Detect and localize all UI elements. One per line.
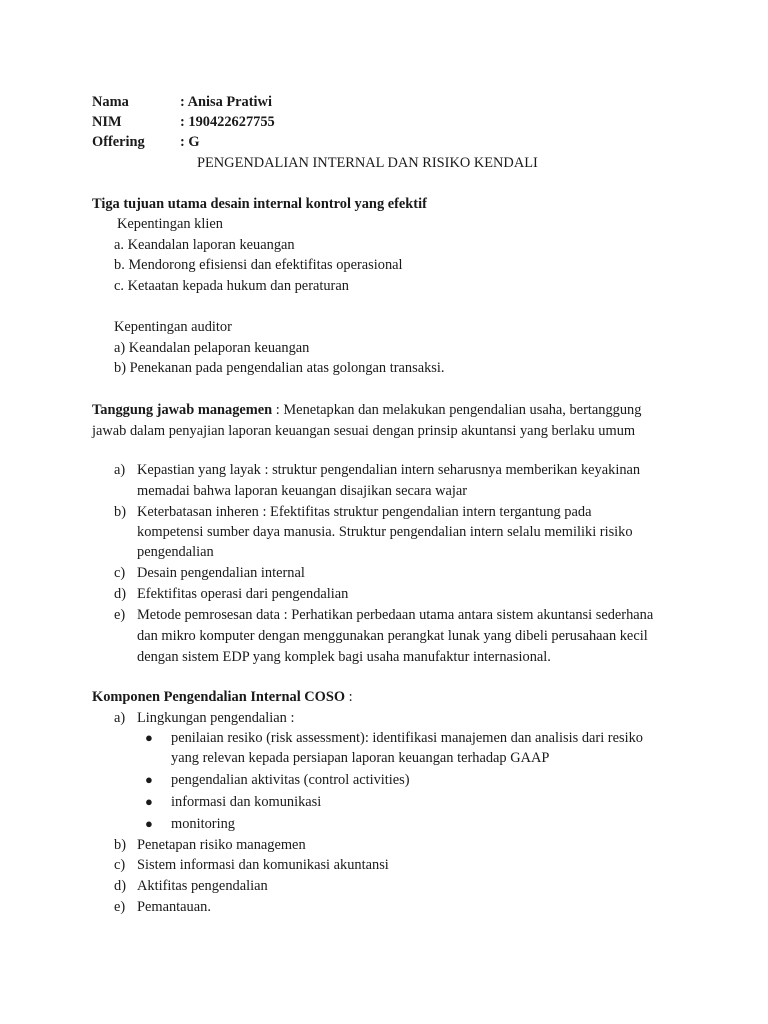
list-marker: e) [114, 607, 126, 623]
section2-text-line1: : Menetapkan dan melakukan pengendalian usaha, bertanggung [272, 402, 642, 418]
bullet-icon: ● [145, 816, 153, 831]
auditor-item: a) Keandalan pelaporan keuangan [114, 340, 310, 356]
list-item-text: Sistem informasi dan komunikasi akuntansi [137, 857, 389, 873]
nim-value: : 190422627755 [180, 114, 275, 130]
section2-line1 [92, 401, 641, 419]
klien-heading: Kepentingan klien [117, 216, 223, 232]
offering-value: : G [180, 134, 200, 150]
bullet-icon: ● [145, 730, 153, 745]
nama-value: : Anisa Pratiwi [180, 94, 272, 110]
offering-label: Offering [92, 134, 145, 150]
list-marker: a) [114, 462, 126, 478]
list-marker: d) [114, 586, 126, 602]
list-item-text: Pemantauan. [137, 899, 211, 915]
document-title: PENGENDALIAN INTERNAL DAN RISIKO KENDALI [197, 155, 538, 171]
list-item-text: pengendalian [137, 544, 214, 560]
list-marker: c) [114, 857, 126, 873]
auditor-heading: Kepentingan auditor [114, 319, 232, 335]
section3-heading-suffix: : [345, 689, 353, 705]
section2-text-line2: jawab dalam penyajian laporan keuangan sesuai dengan prinsip akuntansi yang berlaku umum [92, 423, 636, 439]
list-item-text: Lingkungan pengendalian : [137, 710, 295, 726]
list-marker: d) [114, 878, 126, 894]
list-item-text: Aktifitas pengendalian [137, 878, 268, 894]
list-item-text: dengan sistem EDP yang komplek bagi usaha manufaktur internasional. [137, 649, 551, 665]
list-item-text: Kepastian yang layak : struktur pengendalian intern seharusnya memberikan keyakinan [137, 462, 641, 478]
list-item-text: dan mikro komputer dengan menggunakan perangkat lunak yang dibeli perusahaan kecil [137, 628, 648, 644]
section3-heading: Komponen Pengendalian Internal COSO [92, 689, 346, 705]
list-item-text: Metode pemrosesan data : Perhatikan perbedaan utama antara sistem akuntansi sederhana [137, 607, 654, 623]
bullet-text: penilaian resiko (risk assessment): identifikasi manajemen dan analisis dari resiko [171, 730, 643, 746]
nama-label: Nama [92, 94, 129, 110]
list-item-text: memadai bahwa laporan keuangan disajikan secara wajar [137, 483, 468, 499]
section1-heading: Tiga tujuan utama desain internal kontrol yang efektif [92, 196, 427, 212]
list-item-text: Desain pengendalian internal [137, 565, 305, 581]
list-item-text: kompetensi sumber daya manusia. Struktur pengendalian intern selalu memiliki risiko [137, 524, 633, 540]
list-marker: e) [114, 899, 126, 915]
list-marker: b) [114, 837, 126, 853]
list-item-text: Penetapan risiko managemen [137, 837, 306, 853]
klien-item: c. Ketaatan kepada hukum dan peraturan [114, 278, 349, 294]
list-marker: a) [114, 710, 126, 726]
list-marker: c) [114, 565, 126, 581]
bullet-text: monitoring [171, 816, 235, 832]
nim-label: NIM [92, 114, 122, 130]
bullet-text: informasi dan komunikasi [171, 794, 322, 810]
list-item-text: Efektifitas operasi dari pengendalian [137, 586, 349, 602]
bullet-text: pengendalian aktivitas (control activities) [171, 772, 410, 788]
klien-item: a. Keandalan laporan keuangan [114, 237, 295, 253]
bullet-icon: ● [145, 772, 153, 787]
bullet-icon: ● [145, 794, 153, 809]
section2-heading: Tanggung jawab managemen [92, 402, 273, 418]
klien-item: b. Mendorong efisiensi dan efektifitas operasional [114, 257, 403, 273]
auditor-item: b) Penekanan pada pengendalian atas golongan transaksi. [114, 360, 445, 376]
bullet-text: yang relevan kepada persiapan laporan keuangan terhadap GAAP [171, 750, 550, 766]
list-item-text: Keterbatasan inheren : Efektifitas struktur pengendalian intern tergantung pada [137, 504, 592, 520]
list-marker: b) [114, 504, 126, 520]
section3-heading-line [92, 688, 353, 706]
